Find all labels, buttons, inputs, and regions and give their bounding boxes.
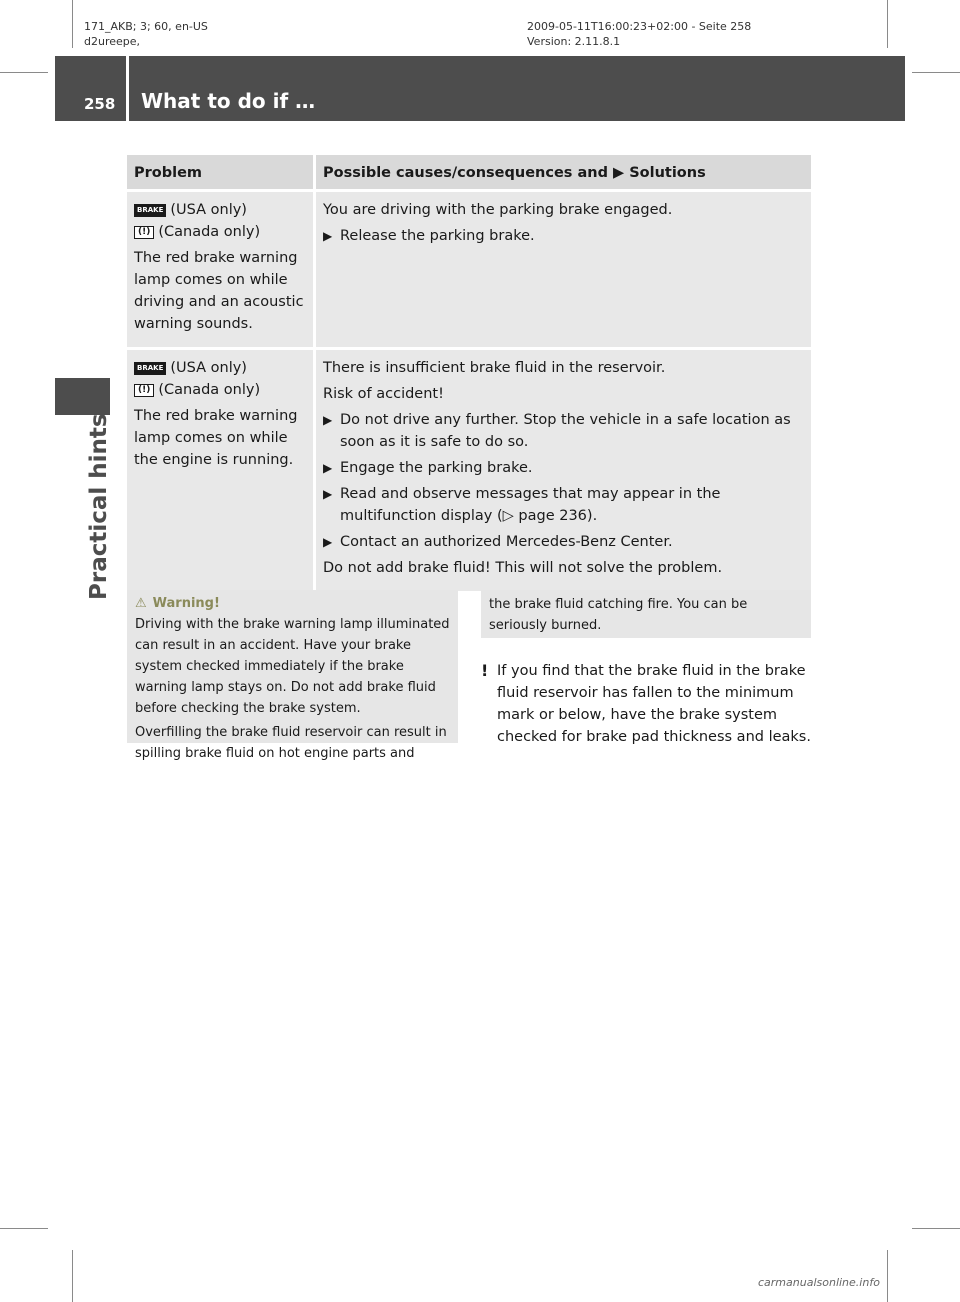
step-text: Do not drive any further. Stop the vehicle in a safe location as soon as it is safe to do so. (340, 412, 791, 450)
step-arrow-icon: ▶ (323, 413, 333, 427)
problem-cell (127, 350, 315, 591)
section-tab (55, 378, 110, 415)
closing-text: Do not add brake fluid! This will not solve the problem. (323, 560, 723, 576)
note-exclamation-icon: ! (481, 661, 489, 680)
problem-cell (127, 192, 315, 347)
step-text: Contact an authorized Mercedes-Benz Center. (340, 534, 673, 550)
page-number: 258 (84, 95, 116, 113)
step-arrow-icon: ▶ (323, 535, 333, 549)
crop-mark (912, 1228, 960, 1229)
usa-only-label: (USA only) (170, 360, 247, 376)
warning-continued-text: the brake fluid catching fire. You can be seriously burned. (489, 597, 748, 633)
note-block (481, 660, 813, 748)
table-row (127, 350, 811, 591)
brake-warning-icon: BRAKE (134, 362, 166, 375)
crop-mark (912, 72, 960, 73)
usa-only-label: (USA only) (170, 202, 247, 218)
step-arrow-icon: ▶ (323, 229, 333, 243)
print-meta-line: 171_AKB; 3; 60, en-US (84, 20, 208, 33)
solution-cell (315, 350, 812, 591)
cause-text: You are driving with the parking brake engaged. (323, 202, 673, 218)
crop-mark (72, 0, 73, 48)
solution-step (323, 483, 804, 527)
step-text: Read and observe messages that may appear in the multifunction display (▷ page 236). (340, 486, 721, 524)
print-meta-left (84, 19, 208, 49)
table-header-row (127, 155, 811, 189)
cause-text: There is insufficient brake fluid in the reservoir. (323, 360, 666, 376)
step-arrow-icon: ▶ (323, 461, 333, 475)
step-text: Engage the parking brake. (340, 460, 533, 476)
footer-watermark: carmanualsonline.info (758, 1276, 880, 1289)
print-meta-line: Version: 2.11.8.1 (527, 35, 621, 48)
brake-circle-icon: (!) (134, 384, 154, 397)
solution-step (323, 225, 804, 247)
solution-step (323, 409, 804, 453)
warning-box (127, 590, 458, 761)
problem-text: The red brake warning lamp comes on while driving and an acoustic warning sounds. (134, 250, 304, 332)
step-arrow-icon: ▶ (323, 487, 333, 501)
problem-table (127, 155, 811, 591)
warning-paragraph: Overfilling the brake fluid reservoir can result in spilling brake fluid on hot engine parts and (135, 725, 447, 761)
brake-circle-icon: (!) (134, 226, 154, 239)
warning-box-continued (481, 590, 811, 638)
table-row (127, 192, 811, 347)
warning-title: Warning! (152, 596, 220, 611)
print-meta-line: 2009-05-11T16:00:23+02:00 - Seite 258 (527, 20, 752, 33)
crop-mark (0, 72, 48, 73)
canada-only-label: (Canada only) (158, 382, 261, 398)
canada-only-label: (Canada only) (158, 224, 261, 240)
section-label: Practical hints (86, 413, 112, 600)
risk-text: Risk of accident! (323, 386, 444, 402)
header-divider (126, 56, 129, 121)
warning-triangle-icon: ⚠ (135, 596, 147, 611)
page-title: What to do if … (141, 89, 316, 113)
note-text: If you find that the brake fluid in the brake fluid reservoir has fallen to the minimum mark or below, have the brake system checked for brake pad thickness and leaks. (497, 663, 811, 745)
print-meta-line: d2ureepe, (84, 35, 141, 48)
brake-warning-icon: BRAKE (134, 204, 166, 217)
warning-paragraph: Driving with the brake warning lamp illuminated can result in an accident. Have your brake system checked immediately if the brake warning lamp stays on. Do not add brake fluid before checking the brake system. (135, 617, 450, 716)
column-header-problem: Problem (127, 155, 315, 189)
crop-mark (887, 1250, 888, 1302)
crop-mark (72, 1250, 73, 1302)
solution-step (323, 531, 804, 553)
problem-text: The red brake warning lamp comes on while the engine is running. (134, 408, 298, 468)
column-header-solutions: Possible causes/consequences and ▶ Solutions (315, 155, 812, 189)
print-meta-right (527, 19, 751, 49)
solution-step (323, 457, 804, 479)
step-text: Release the parking brake. (340, 228, 535, 244)
crop-mark (0, 1228, 48, 1229)
crop-mark (887, 0, 888, 48)
solution-cell (315, 192, 812, 347)
